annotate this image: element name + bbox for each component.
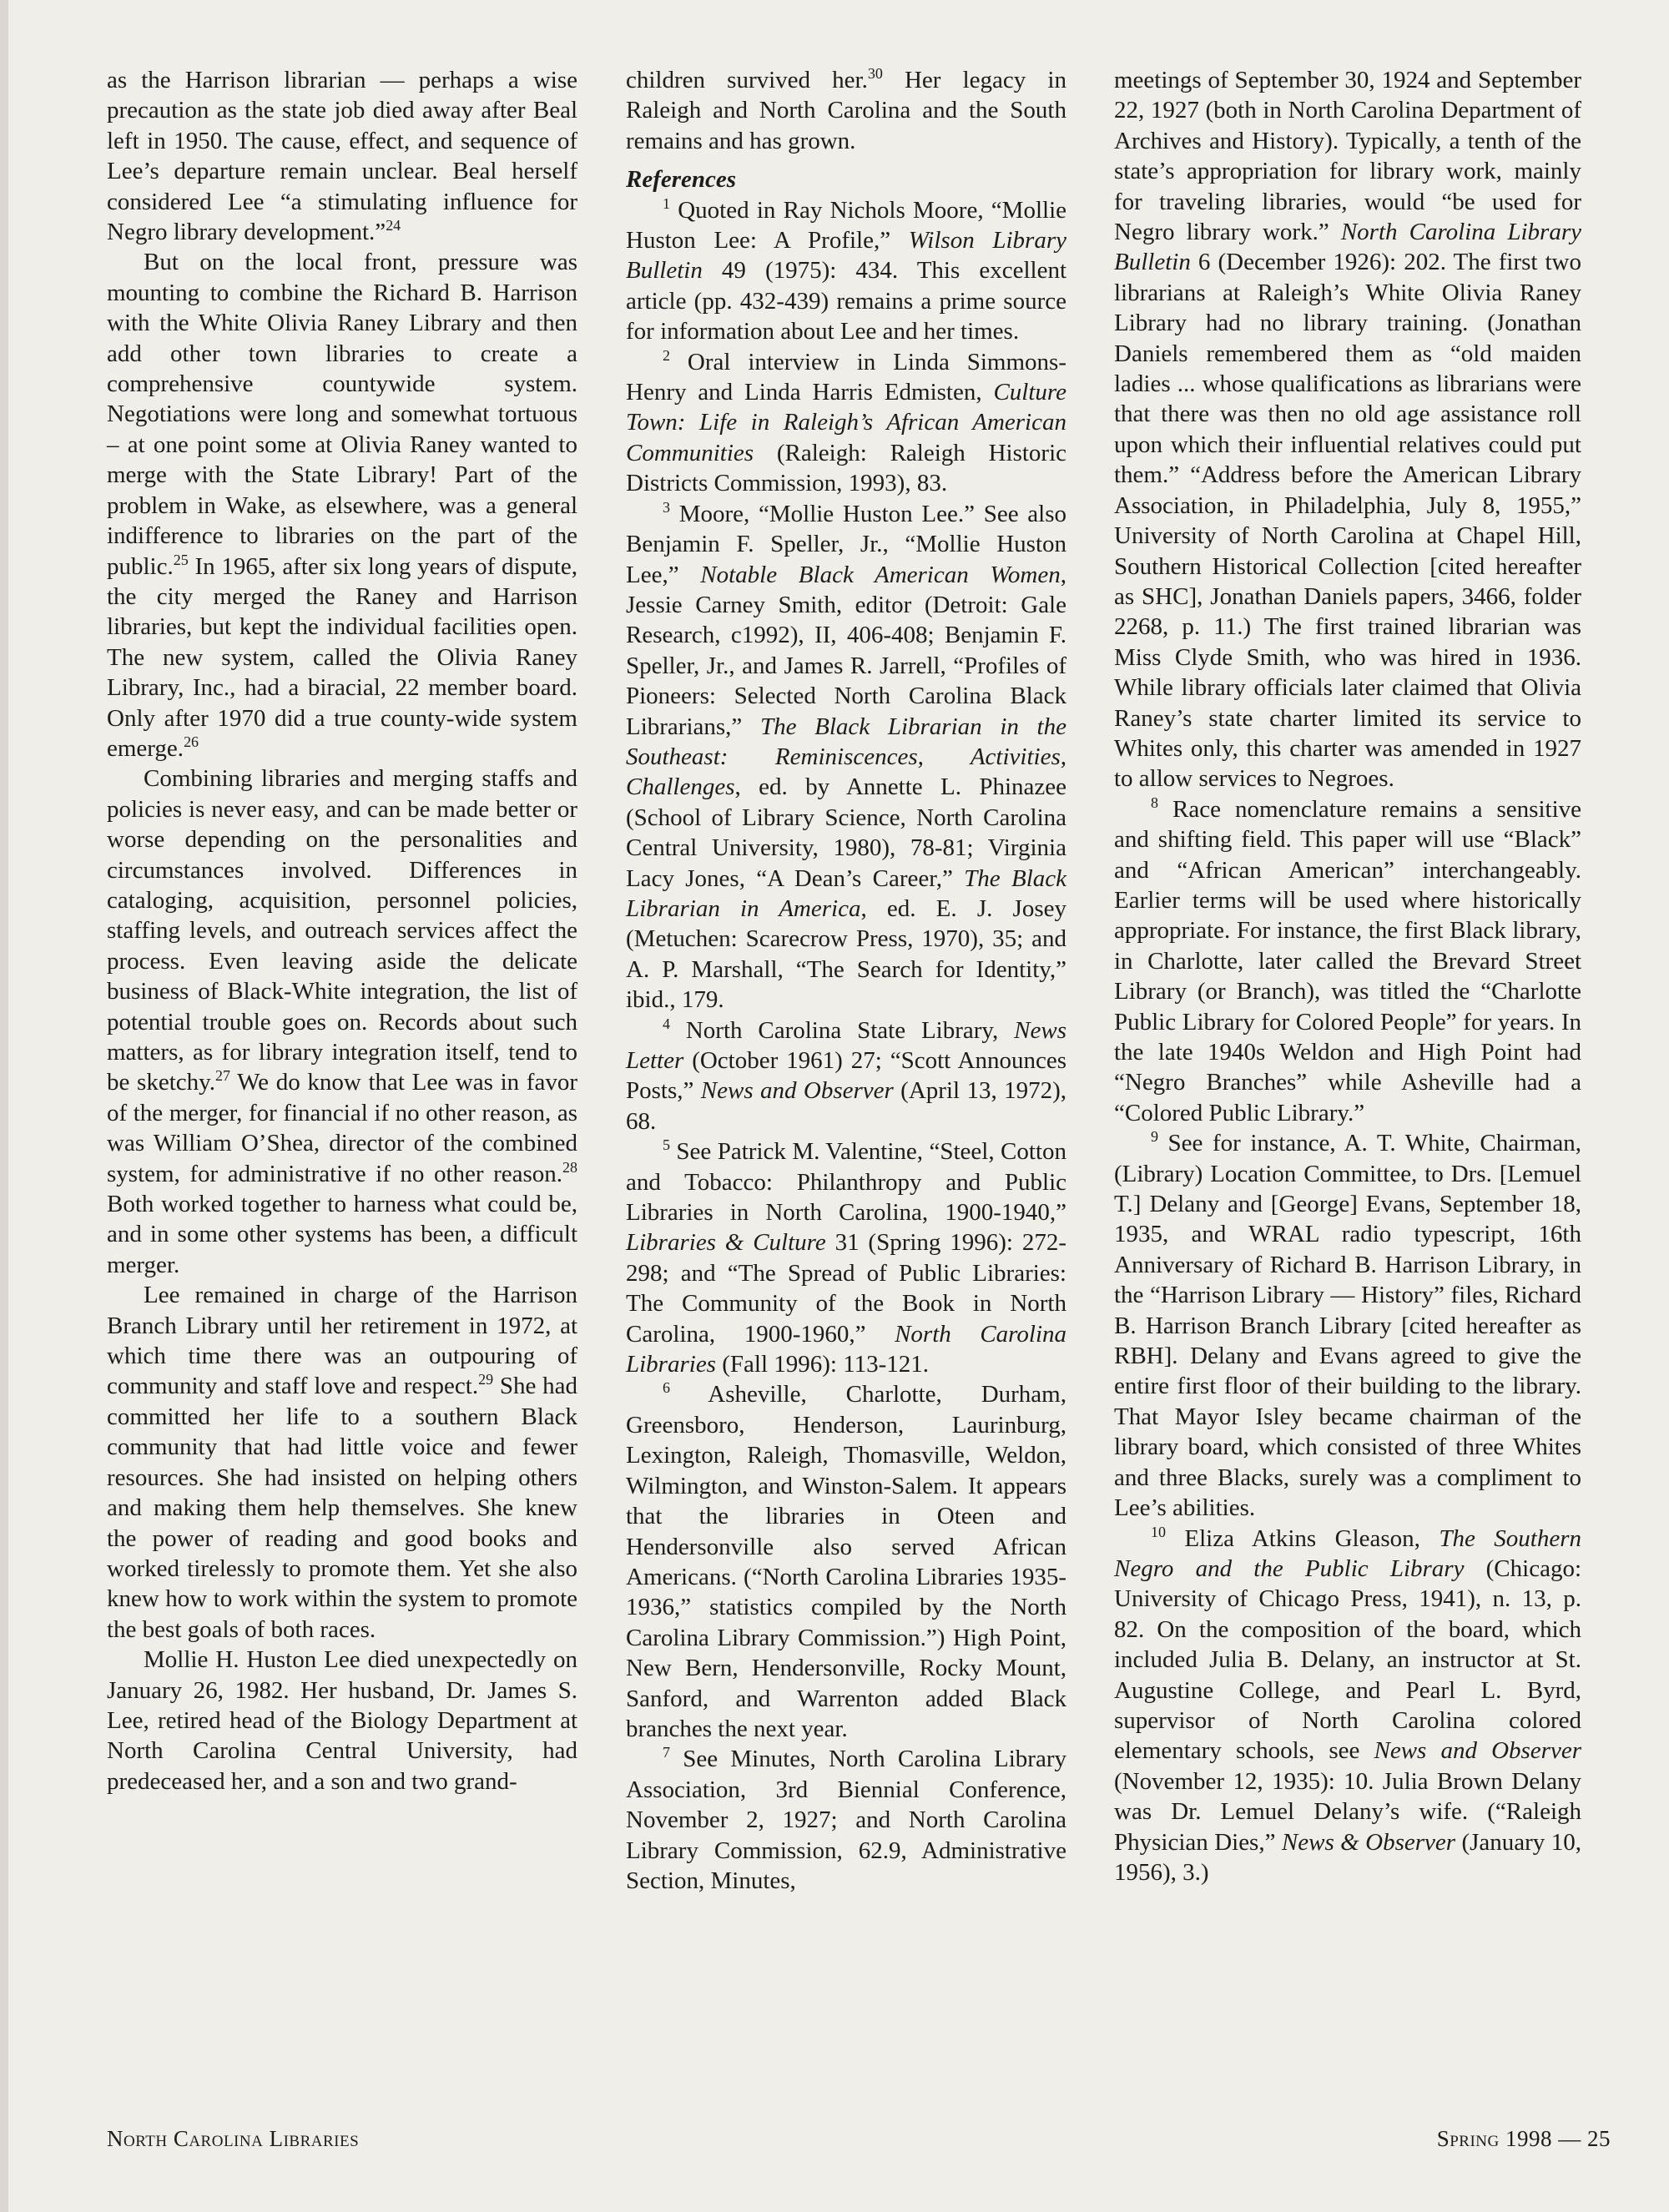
footnote-9: $^9$ See for instance, A. T. White, Chairman, (Library) Location Committee, to Drs. [Lemuel T.] Delany and [George] Evans, September 18, 1935, and WRAL radio typescript, 16th Anniversary of Richard B. Harrison Library, in the “Harrison Library — History” files, Richard B. Harrison Branch Library [cited hereafter as RBH]. Delany and Evans agreed to give the entire first floor of their building to the library. That Mayor Isley became chairman of the library board, which consisted of three Whites and three Blacks, surely was a compliment to Lee’s abilities.	[1114, 1128, 1581, 1522]
footnote-3: $^3$ Moore, “Mollie Huston Lee.” See also Benjamin F. Speller, Jr., “Mollie Huston Lee,” Notable Black American Women, Jessie Carney Smith, editor (Detroit: Gale Research, c1992), II, 406-408; Benjamin F. Speller, Jr., and James R. Jarrell, “Profiles of Pioneers: Selected North Carolina Black Librarians,” The Black Librarian in the Southeast: Reminiscences, Activities, Challenges, ed. by Annette L. Phinazee (School of Library Science, North Carolina Central University, 1980), 78-81; Virginia Lacy Jones, “A Dean’s Career,” The Black Librarian in America, ed. E. J. Josey (Metuchen: Scarecrow Press, 1970), 35; and A. P. Marshall, “The Search for Identity,” ibid., 179.	[626, 498, 1066, 1014]
paragraph: Combining libraries and merging staffs and policies is never easy, and can be made better or worse depending on the personalities and circumstances involved. Differences in cataloging, acquisition, personnel policies, staffing levels, and outreach services affect the process. Even leaving aside the delicate business of Black-White integration, the list of potential trouble goes on. Records about such matters, as for library integration itself, tend to be sketchy.$^{27}$ We do know that Lee was in favor of the merger, for financial if no other reason, as was William O’Shea, director of the combined system, for administrative if no other reason.$^{28}$ Both worked together to harness what could be, and in some other systems has been, a difficult merger.	[107, 765, 577, 1278]
footnote-4: $^4$ North Carolina State Library, News Letter (October 1961) 27; “Scott Announces Posts,” News and Observer (April 13, 1972), 68.	[626, 1015, 1066, 1135]
footnote-8: $^8$ Race nomenclature remains a sensitive and shifting field. This paper will use “Black” and “African American” interchangeably. Earlier terms will be used where historically appropriate. For instance, the first Black library, in Charlotte, later called the Brevard Street Library (or Branch), was titled the “Charlotte Public Library for Colored People” for years. In the late 1940s Weldon and High Point had “Negro Branches” while Asheville had a “Colored Public Library.”	[1114, 794, 1581, 1126]
footnote-2: $^2$ Oral interview in Linda Simmons-Henry and Linda Harris Edmisten, Culture Town: Life in Raleigh’s African American Communities (Raleigh: Raleigh Historic Districts Commission, 1993), 83.	[626, 346, 1066, 497]
footnote-ref: 26	[184, 733, 199, 750]
page-edge	[0, 0, 8, 2212]
footer-issue-page: Spring 1998 — 25	[1436, 2126, 1611, 2151]
paragraph: children survived her.$^{30}$ Her legacy in Raleigh and North Carolina and the South remains and has grown.	[626, 64, 1066, 154]
footnote-ref: 27	[215, 1067, 230, 1085]
paragraph: as the Harrison librarian — perhaps a wise precaution as the state job died away after Beal left in 1950. The cause, effect, and sequence of Lee’s departure remain unclear. Beal herself considered Lee “a stimulating influence for Negro library development.”$^{24}$	[107, 67, 577, 246]
paragraph: But on the local front, pressure was mounting to combine the Richard B. Harrison with the White Olivia Raney Library and then add other town libraries to create a comprehensive countywide system. Negotiations were long and somewhat tortuous – at one point some at Olivia Raney wanted to merge with the State Library! Part of the problem in Wake, as elsewhere, was a general indifference to libraries on the part of the public.$^{25}$ In 1965, after six long years of dispute, the city merged the Raney and Harrison libraries, but kept the individual facilities open. The new system, called the Olivia Raney Library, Inc., had a biracial, 22 member board. Only after 1970 did a true county-wide system emerge.$^{26}$	[107, 249, 577, 762]
footnote-ref: 29	[478, 1371, 494, 1388]
paragraph: meetings of September 30, 1924 and September 22, 1927 (both in North Carolina Department of Archives and History). Typically, a tenth of the state’s appropriation for library work, mainly for traveling libraries, would “be used for Negro library work.” North Carolina Library Bulletin 6 (December 1926): 202. The first two librarians at Raleigh’s White Olivia Raney Library had no library training. (Jonathan Daniels remembered them as “old maiden ladies ... whose qualifications as librarians were that there was then no old age assistance roll upon which their influential relatives could put them.” “Address before the American Library Association, in Philadelphia, July 8, 1955,” University of North Carolina at Chapel Hill, Southern Historical Collection [cited hereafter as SHC], Jonathan Daniels papers, 3466, folder 2268, p. 11.) The first trained librarian was Miss Clyde Smith, who was hired in 1936. While library officials later claimed that Olivia Raney’s state charter limited its service to Whites only, this charter was amended in 1927 to allow services to Negroes.	[1114, 67, 1581, 793]
footnote-ref: 25	[173, 551, 189, 568]
footnote-1: $^1$ Quoted in Ray Nichols Moore, “Mollie Huston Lee: A Profile,” Wilson Library Bulletin 49 (1975): 434. This excellent article (pp. 432-439) remains a prime source for information about Lee and her times.	[626, 194, 1066, 345]
footnote-10: $^{10}$ Eliza Atkins Gleason, The Southern Negro and the Public Library (Chicago: University of Chicago Press, 1941), n. 13, p. 82. On the composition of the board, which included Julia B. Delany, an instructor at St. Augustine College, and Pearl L. Byrd, supervisor of North Carolina colored elementary schools, see News and Observer (November 12, 1935): 10. Julia Brown Delany was Dr. Lemuel Delany’s wife. (“Raleigh Physician Dies,” News & Observer (January 10, 1956), 3.)	[1114, 1523, 1582, 1886]
paragraph: Lee remained in charge of the Harrison Branch Library until her retirement in 1972, at which time there was an outpouring of community and staff love and respect.$^{29}$ She had committed her life to a southern Black community that had little voice and fewer resources. She had insisted on helping others and making them help themselves. She knew the power of reading and good books and worked tirelessly to promote them. Yet she also knew how to work within the system to promote the best goals of both races.	[107, 1282, 577, 1643]
footnote-ref: 28	[562, 1158, 577, 1176]
paragraph: Mollie H. Huston Lee died unexpectedly on January 26, 1982. Her husband, Dr. James S. Lee, retired head of the Biology Department at North Carolina Central University, had predeceased her, and a son and two grand-	[107, 1646, 577, 1795]
footer-journal-title: North Carolina Libraries	[107, 2126, 360, 2151]
footnote-ref: 24	[386, 216, 401, 234]
footnote-ref: 30	[867, 64, 883, 82]
references-heading: References	[626, 166, 737, 194]
column-1	[107, 65, 577, 1796]
footnote-5: $^5$ See Patrick M. Valentine, “Steel, Cotton and Tobacco: Philanthropy and Public Libraries in North Carolina, 1900-1940,” Libraries & Culture 31 (Spring 1996): 272-298; and “The Spread of Public Libraries: The Community of the Book in North Carolina, 1900-1960,” North Carolina Libraries (Fall 1996): 113-121.	[626, 1136, 1066, 1378]
column-3	[1114, 65, 1581, 1887]
column-2	[626, 65, 1066, 1896]
footnote-6: $^6$ Asheville, Charlotte, Durham, Greensboro, Henderson, Laurinburg, Lexington, Raleigh, Thomasville, Weldon, Wilmington, and Winston-Salem. It appears that the libraries in Oteen and Hendersonville also served African Americans. (“North Carolina Libraries 1935-1936,” statistics compiled by the North Carolina Library Commission.”) High Point, New Bern, Hendersonville, Rocky Mount, Sanford, and Warrenton added Black branches the next year.	[626, 1379, 1066, 1742]
footnote-7: $^7$ See Minutes, North Carolina Library Association, 3rd Biennial Conference, November 2, 1927; and North Carolina Library Commission, 62.9, Administrative Section, Minutes,	[626, 1744, 1066, 1894]
